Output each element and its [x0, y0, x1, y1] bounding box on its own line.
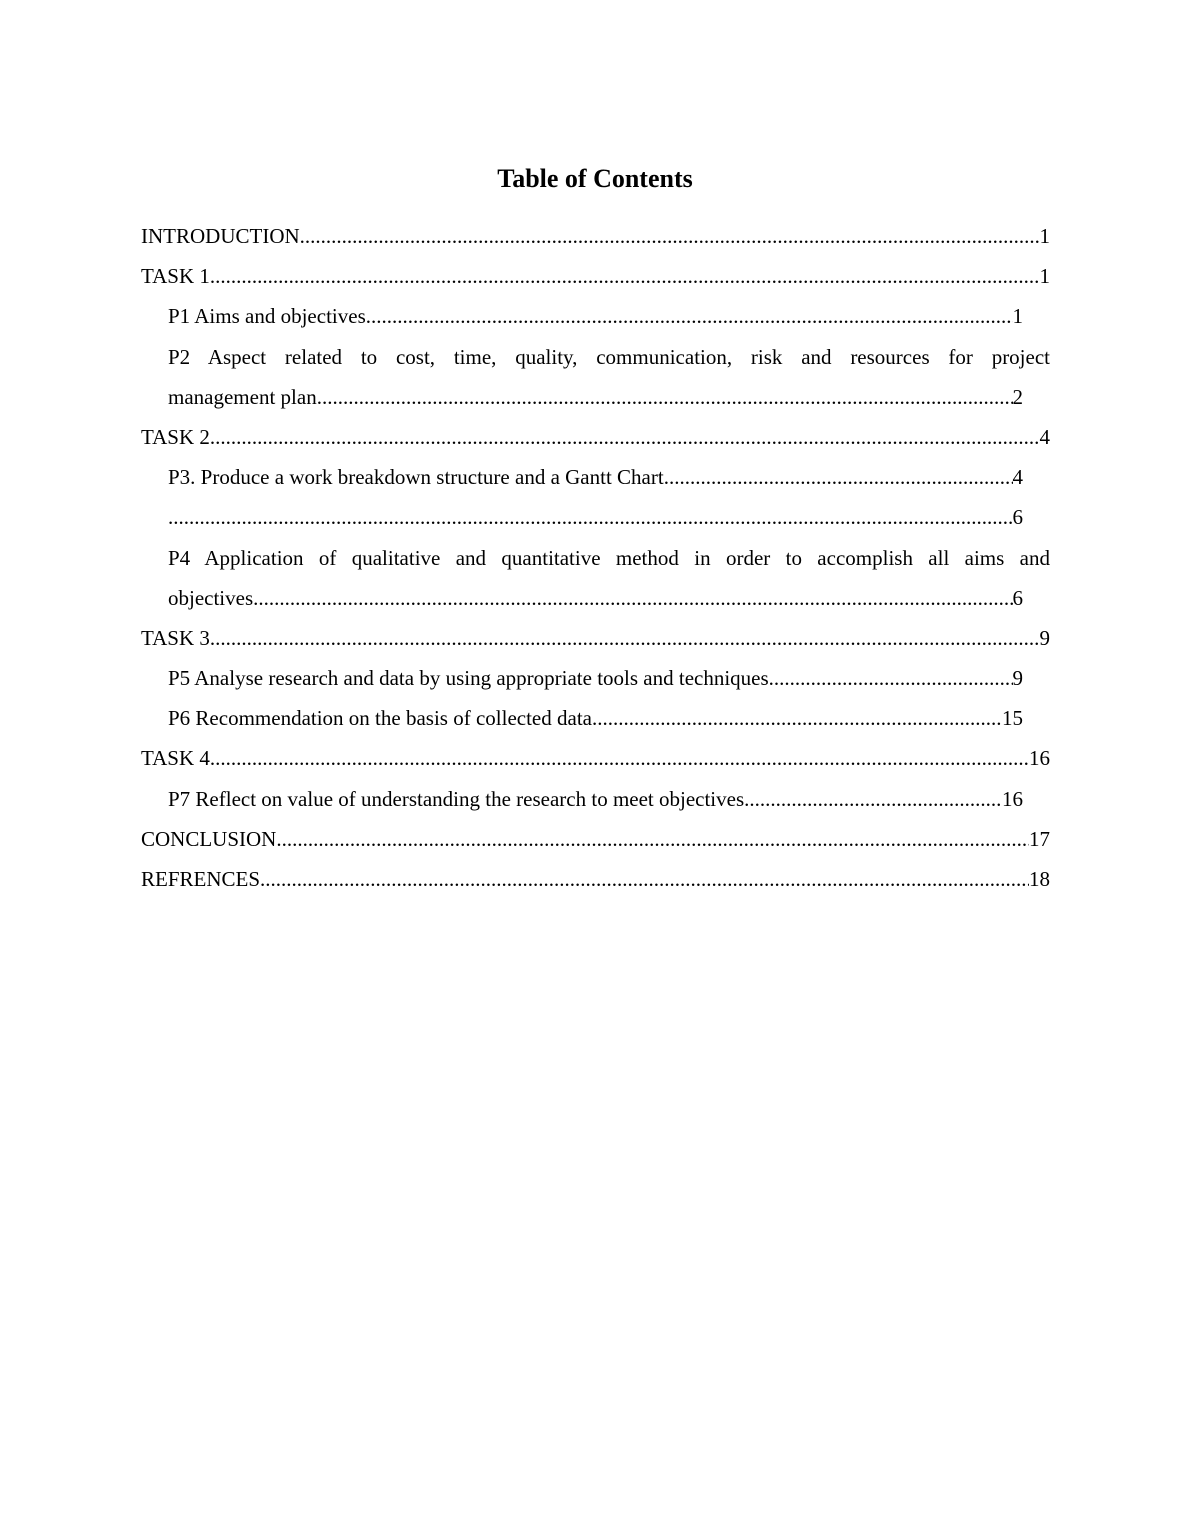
toc-title: Table of Contents: [497, 164, 693, 193]
toc-entry-label-line1: P2 Aspect related to cost, time, quality, communication, risk and resources for project: [168, 344, 1050, 369]
toc-entry-label: INTRODUCTION: [141, 224, 300, 248]
toc-entry-p4[interactable]: [141, 538, 1050, 618]
toc-entry-line2: [168, 578, 1050, 618]
toc-entry-task-2[interactable]: [141, 417, 1050, 457]
dot-leader: [769, 658, 1013, 698]
dot-leader: [592, 698, 1002, 738]
toc-entry-untitled[interactable]: [141, 497, 1050, 537]
toc-entry-label: P5 Analyse research and data by using appropriate tools and techniques: [168, 666, 769, 691]
toc-entry-page: 6: [1012, 505, 1023, 530]
toc-entry-label: P3. Produce a work breakdown structure and a Gantt Chart: [168, 465, 664, 490]
toc-entry-task-4[interactable]: [141, 738, 1050, 778]
toc-entry-label: P6 Recommendation on the basis of collected data: [168, 706, 592, 731]
toc-entry-page: 17: [1029, 826, 1050, 851]
toc-entry-label: TASK 1: [141, 264, 210, 289]
toc-entry-label-line2: management plan: [168, 384, 317, 409]
toc-entry-task-3[interactable]: [141, 618, 1050, 658]
toc-entry-p1[interactable]: [141, 296, 1050, 336]
dot-leader: [260, 859, 1029, 899]
toc-entry-label-line2: objectives: [168, 585, 254, 610]
toc-entry-page: 9: [1039, 625, 1050, 650]
dot-leader: [276, 819, 1029, 859]
dot-leader: [168, 497, 1013, 537]
dot-leader: [210, 256, 1040, 296]
toc-entry-p6[interactable]: [141, 698, 1050, 738]
toc-entry-page: 16: [1029, 746, 1050, 771]
dot-leader: [300, 216, 1040, 256]
toc-entry-p3[interactable]: [141, 457, 1050, 497]
toc-entry-label: TASK 2: [141, 424, 210, 449]
dot-leader: [317, 377, 1013, 417]
toc-entry-line2: [168, 377, 1050, 417]
toc-entry-page: 9: [1012, 666, 1023, 691]
dot-leader: [210, 738, 1029, 778]
toc-entry-label: TASK 3: [141, 625, 210, 650]
dot-leader: [210, 618, 1040, 658]
toc-entry-page: 1: [1012, 304, 1023, 329]
toc-entry-page: 15: [1002, 706, 1023, 731]
toc-entry-label: P1 Aims and objectives: [168, 304, 366, 329]
toc-entry-page: 18: [1029, 867, 1050, 891]
toc-entry-page: 4: [1012, 465, 1023, 490]
toc-entry-page: 6: [1012, 585, 1023, 610]
toc-entry-p7[interactable]: [141, 779, 1050, 819]
toc-entry-label: REFRENCES: [141, 867, 261, 891]
toc-entry-page: 16: [1002, 786, 1023, 811]
dot-leader: [664, 457, 1013, 497]
toc-entry-label: P7 Reflect on value of understanding the research to meet objectives: [168, 786, 745, 811]
toc-entry-label-line1: P4 Application of qualitative and quantitative method in order to accomplish all aims and: [168, 545, 1050, 570]
table-of-contents: [141, 216, 1050, 899]
toc-entry-page: 4: [1039, 424, 1050, 449]
dot-leader: [366, 296, 1013, 336]
dot-leader: [744, 779, 1002, 819]
toc-entry-page: 2: [1012, 384, 1023, 409]
toc-entry-page: 1: [1039, 264, 1050, 289]
dot-leader: [210, 417, 1040, 457]
toc-entry-references[interactable]: [141, 859, 1050, 899]
toc-entry-label: TASK 4: [141, 746, 210, 771]
toc-entry-p2[interactable]: [141, 337, 1050, 417]
toc-entry-page: 1: [1039, 224, 1050, 248]
toc-entry-p5[interactable]: [141, 658, 1050, 698]
toc-entry-label: CONCLUSION: [141, 826, 277, 851]
toc-entry-task-1[interactable]: [141, 256, 1050, 296]
toc-entry-conclusion[interactable]: [141, 819, 1050, 859]
dot-leader: [253, 578, 1012, 618]
toc-entry-introduction[interactable]: [141, 216, 1050, 256]
